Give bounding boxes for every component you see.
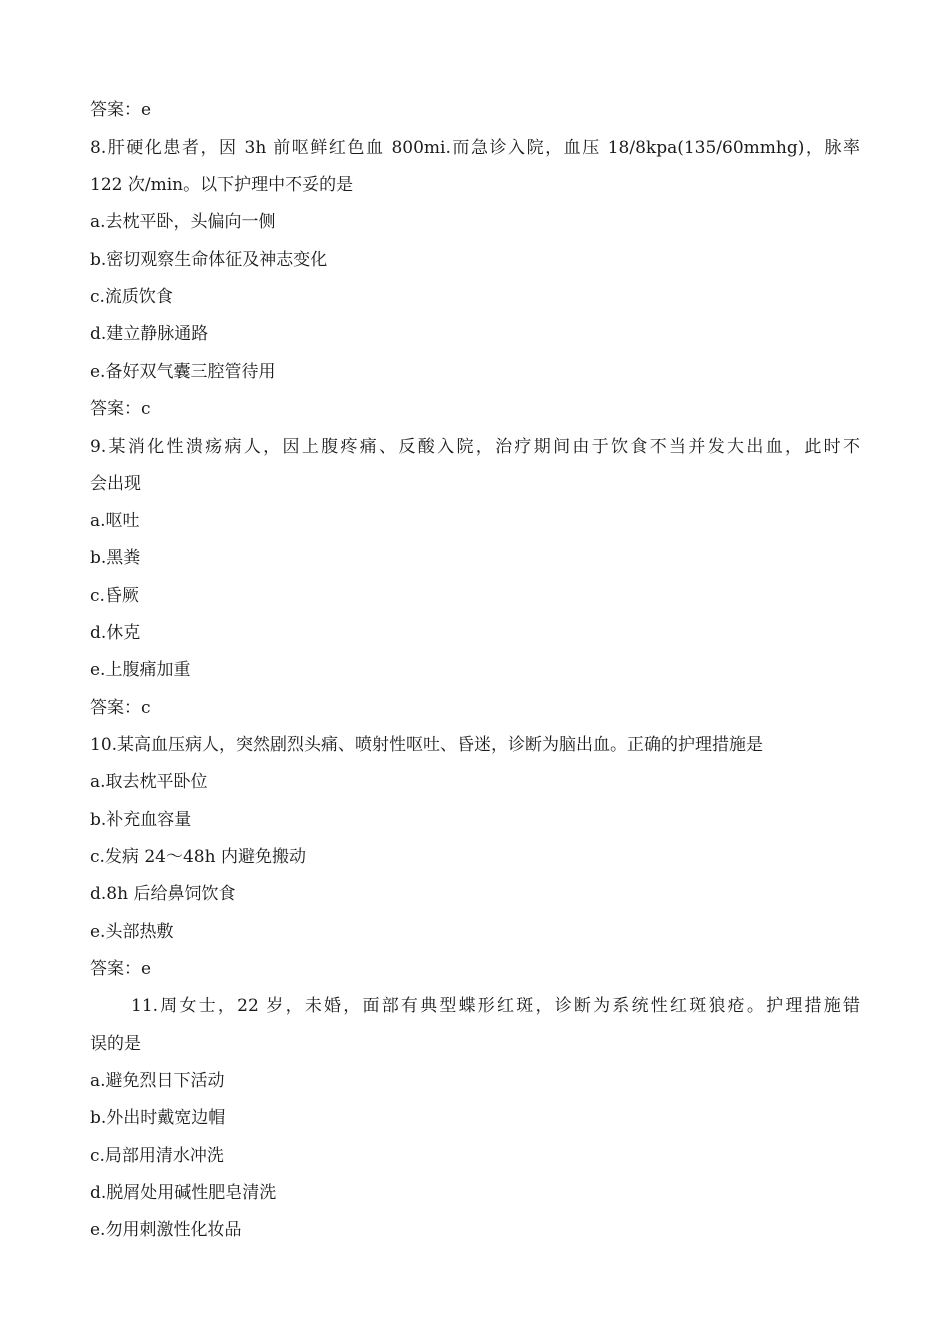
- q8-option-c: c.流质饮食: [90, 287, 173, 307]
- q9-option-d: d.休克: [90, 623, 141, 643]
- q11-option-b: b.外出时戴宽边帽: [90, 1108, 226, 1128]
- q7-answer: 答案：e: [90, 100, 152, 120]
- q9-stem-line-1: 9.某消化性溃疡病人，因上腹疼痛、反酸入院，治疗期间由于饮食不当并发大出血，此时不: [90, 437, 860, 457]
- q11-option-a: a.避免烈日下活动: [90, 1071, 225, 1091]
- q8-option-d: d.建立静脉通路: [90, 324, 209, 344]
- q11-option-d: d.脱屑处用碱性肥皂清洗: [90, 1183, 277, 1203]
- q10-option-c: c.发病 24～48h 内避免搬动: [90, 847, 306, 867]
- q9-option-c: c.昏厥: [90, 586, 139, 606]
- q10-option-b: b.补充血容量: [90, 810, 192, 830]
- q9-answer: 答案：c: [90, 698, 151, 718]
- q11-stem-line-2: 误的是: [90, 1034, 141, 1054]
- q8-stem-line-1: 8.肝硬化患者，因 3h 前呕鲜红色血 800mi.而急诊入院，血压 18/8kpa(135/60mmhg)，脉率: [90, 138, 860, 158]
- q10-option-a: a.取去枕平卧位: [90, 772, 208, 792]
- q9-stem-line-2: 会出现: [90, 474, 141, 494]
- q10-stem-line-1: 10.某高血压病人，突然剧烈头痛、喷射性呕吐、昏迷，诊断为脑出血。正确的护理措施是: [90, 735, 764, 755]
- q9-option-e: e.上腹痛加重: [90, 660, 191, 680]
- q8-stem-line-2: 122 次/min。以下护理中不妥的是: [90, 175, 354, 195]
- q8-answer: 答案：c: [90, 399, 151, 419]
- q8-option-a: a.去枕平卧，头偏向一侧: [90, 212, 276, 232]
- q10-option-e: e.头部热敷: [90, 922, 174, 942]
- q9-option-b: b.黑粪: [90, 548, 141, 568]
- q9-option-a: a.呕吐: [90, 511, 140, 531]
- q11-stem-line-1: 11.周女士，22 岁，未婚，面部有典型蝶形红斑，诊断为系统性红斑狼疮。护理措施错: [131, 996, 860, 1016]
- q11-option-c: c.局部用清水冲洗: [90, 1146, 224, 1166]
- q8-option-e: e.备好双气囊三腔管待用: [90, 362, 276, 382]
- q10-answer: 答案：e: [90, 959, 152, 979]
- q11-option-e: e.勿用刺激性化妆品: [90, 1220, 242, 1240]
- q8-option-b: b.密切观察生命体征及神志变化: [90, 250, 328, 270]
- q10-option-d: d.8h 后给鼻饲饮食: [90, 884, 236, 904]
